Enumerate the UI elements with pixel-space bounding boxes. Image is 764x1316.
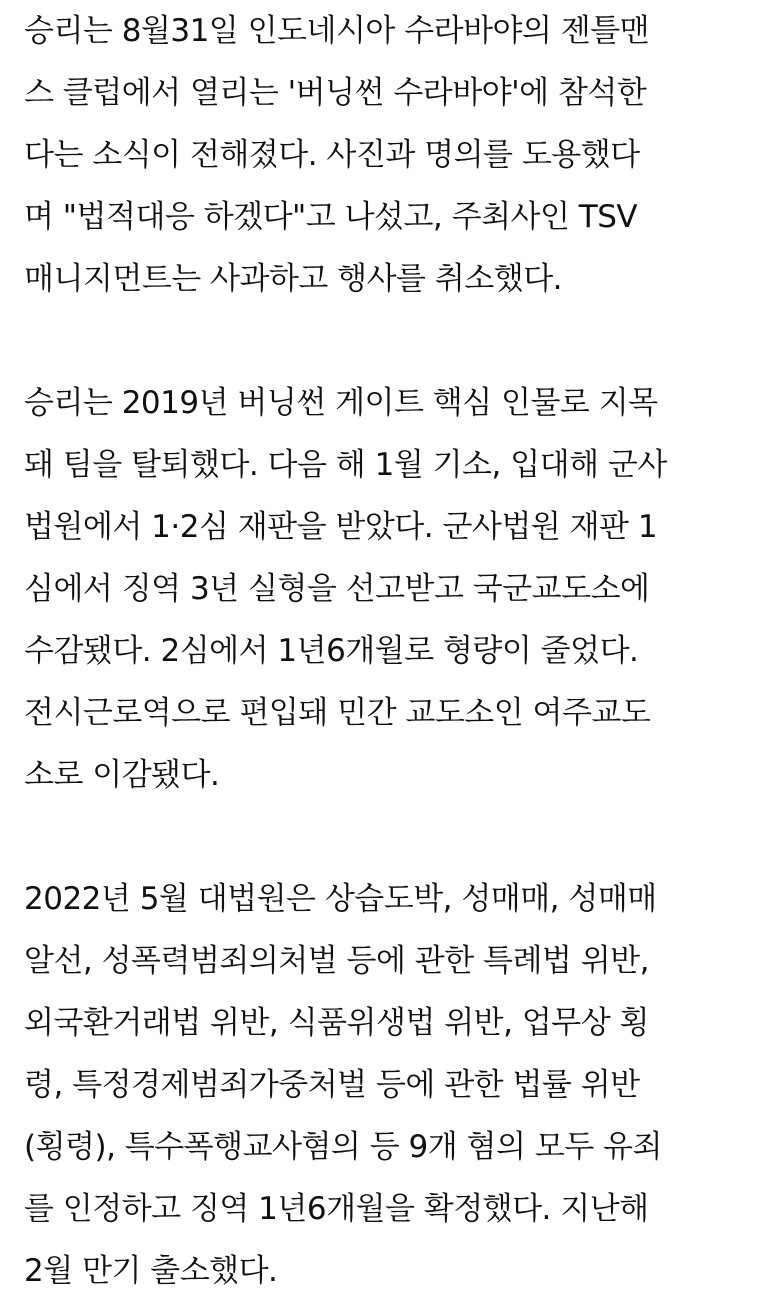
text-line: 스 클럽에서 열리는 '버닝썬 수라바야'에 참석한: [24, 75, 647, 111]
text-line: 승리는 8월31일 인도네시아 수라바야의 젠틀맨: [24, 13, 650, 49]
text-line: 를 인정하고 징역 1년6개월을 확정했다. 지난해: [24, 1191, 649, 1227]
text-line: 심에서 징역 3년 실형을 선고받고 국군교도소에: [24, 571, 650, 607]
text-line: 2월 만기 출소했다.: [24, 1253, 278, 1289]
text-line: 다는 소식이 전해졌다. 사진과 명의를 도용했다: [24, 137, 640, 173]
text-line: 법원에서 1·2심 재판을 받았다. 군사법원 재판 1: [24, 509, 658, 545]
text-line: 수감됐다. 2심에서 1년6개월로 형량이 줄었다.: [24, 633, 639, 669]
text-line: (횡령), 특수폭행교사혐의 등 9개 혐의 모두 유죄: [24, 1129, 662, 1165]
article-body: [24, 0, 746, 1302]
text-line: 승리는 2019년 버닝썬 게이트 핵심 인물로 지목: [24, 385, 658, 421]
text-line: 령, 특정경제범죄가중처벌 등에 관한 법률 위반: [24, 1067, 640, 1103]
text-line: 외국환거래법 위반, 식품위생법 위반, 업무상 횡: [24, 1005, 649, 1041]
paragraph-3: [24, 868, 746, 1302]
text-line: 알선, 성폭력범죄의처벌 등에 관한 특례법 위반,: [24, 943, 649, 979]
paragraph-1: [24, 0, 746, 310]
paragraph-spacer: [24, 806, 746, 868]
text-line: 전시근로역으로 편입돼 민간 교도소인 여주교도: [24, 695, 651, 731]
text-line: 소로 이감됐다.: [24, 757, 220, 793]
text-line: 2022년 5월 대법원은 상습도박, 성매매, 성매매: [24, 881, 657, 917]
paragraph-spacer: [24, 310, 746, 372]
text-line: 돼 팀을 탈퇴했다. 다음 해 1월 기소, 입대해 군사: [24, 447, 667, 483]
text-line: 며 "법적대응 하겠다"고 나섰고, 주최사인 TSV: [24, 199, 638, 235]
paragraph-2: [24, 372, 746, 806]
text-line: 매니지먼트는 사과하고 행사를 취소했다.: [24, 261, 562, 297]
